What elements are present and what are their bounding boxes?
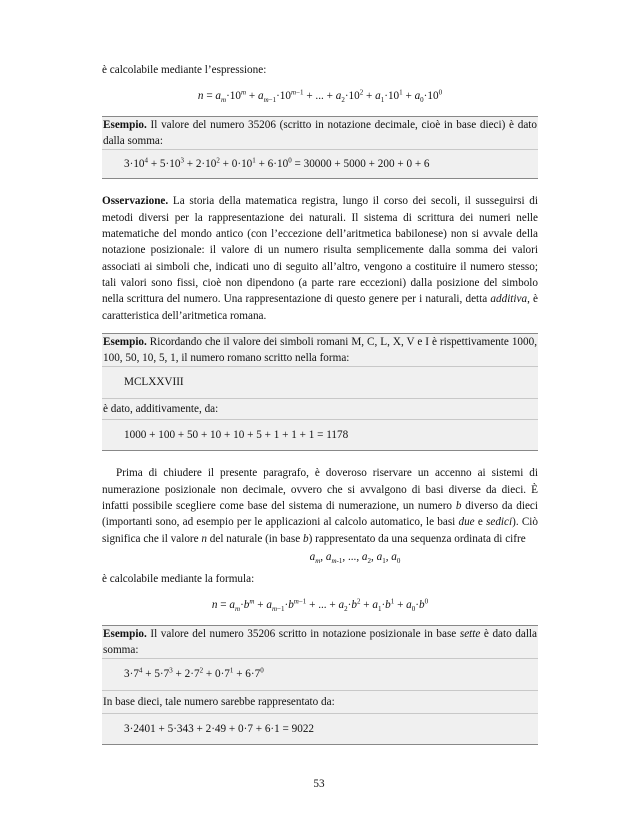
- example-3-text: Esempio. Il valore del numero 35206 scritto in notazione posizionale in base sette è dato dalla somma:: [103, 627, 538, 657]
- example-2-mid: è dato, additivamente, da:: [103, 402, 219, 415]
- example-3-mid: In base dieci, tale numero sarebbe rappresentato da:: [103, 695, 335, 708]
- osservazione-paragraph: Osservazione. La storia della matematica registra, lungo il corso dei secoli, il susseguirsi di metodi diversi per la rappresentazione dei naturali. Il sistema di scrittura dei numeri nelle matematiche del mondo antico (con l’eccezione dell’aritmetica babilonese) non si avvale della notazione posizionale: il valore di un numero risulta semplicemente dalla somma dei valori associati ai simboli che, indicati uno di seguito all’altro, vengono a costituire il numero stesso; tali valori sono fissi, cioè non dipendono (a parte rare eccezioni) dalla posizione del simbolo nella scrittura del numero. Una rappresentazione di questo genere per i naturali, detta additiva, è caratteristica dell’aritmetica romana.: [102, 195, 539, 322]
- example-2-lead: Esempio.: [103, 335, 147, 348]
- roman-numeral: MCLXXVIII: [124, 376, 184, 389]
- formula-base-b: $n = a_m\cdot b^m + a_{m-1}\cdot b^{m-1}$ + ... + $a_2\cdot b^2 + a_1\cdot b^1 + a_0\cdot b^0$: [211, 597, 429, 614]
- page-number: 53: [313, 778, 325, 790]
- example-3-formula: $3\cdot 7^4 + 5\cdot 7^3 + 2\cdot 7^2 + 0\cdot 7^1 + 6\cdot 7^0$: [124, 666, 264, 681]
- example-1-formula: $3\cdot 10^4 + 5\cdot 10^3 + 2\cdot 10^2 + 0\cdot 10^1 + 6\cdot 10^0 = 30000 + 5000 + 200 + 0 + 6$: [124, 156, 430, 171]
- example-box-3: [102, 625, 538, 745]
- example-3-sum: 3·2401 + 5·343 + 2·49 + 0·7 + 6·1 = 9022: [124, 722, 315, 735]
- formula-line: è calcolabile mediante la formula:: [102, 573, 255, 586]
- digit-sequence: $a_m$, $a_{m-1}$, ..., $a_2$, $a_1$, $a_0$: [309, 550, 401, 566]
- example-box-1: [102, 116, 538, 180]
- example-3-lead: Esempio.: [103, 627, 147, 640]
- roman-sum: 1000 + 100 + 50 + 10 + 10 + 5 + 1 + 1 + 1 = 1178: [124, 429, 349, 442]
- base-paragraph: Prima di chiudere il presente paragrafo, è doveroso riservare un accenno ai sistemi di numerazione posizionale non decimale, ovvero che si avvalgono di basi diverse da dieci. È infatti possibile scegliere come base del sistema di numerazione, un numero b diverso da dieci (importanti sono, ad esempio per le applicazioni al calcolo automatico, le basi due e sedici). Ciò significa che il valore n del naturale (in base b) rappresentato da una sequenza ordinata di cifre: [102, 467, 539, 545]
- intro-line: è calcolabile mediante l’espressione:: [102, 64, 267, 76]
- example-1-lead: Esempio.: [103, 118, 147, 131]
- example-1-text: Esempio. Il valore del numero 35206 (scritto in notazione decimale, cioè in base dieci) è dato dalla somma:: [103, 118, 537, 147]
- osservazione-lead: Osservazione.: [102, 195, 169, 208]
- example-box-2: [102, 333, 538, 451]
- page-body: [102, 62, 538, 745]
- example-2-text: Esempio. Ricordando che il valore dei simboli romani M, C, L, X, V e I è rispettivamente 1000, 100, 50, 10, 5, 1, il numero romano scritto nella forma:: [103, 335, 537, 365]
- formula-decimal: $n = a_m\cdot 10^m + a_{m-1}\cdot 10^{m-1}$ + ... + $a_2\cdot 10^2 + a_1\cdot 10^1 + a_0\cdot 10^0$: [197, 88, 443, 105]
